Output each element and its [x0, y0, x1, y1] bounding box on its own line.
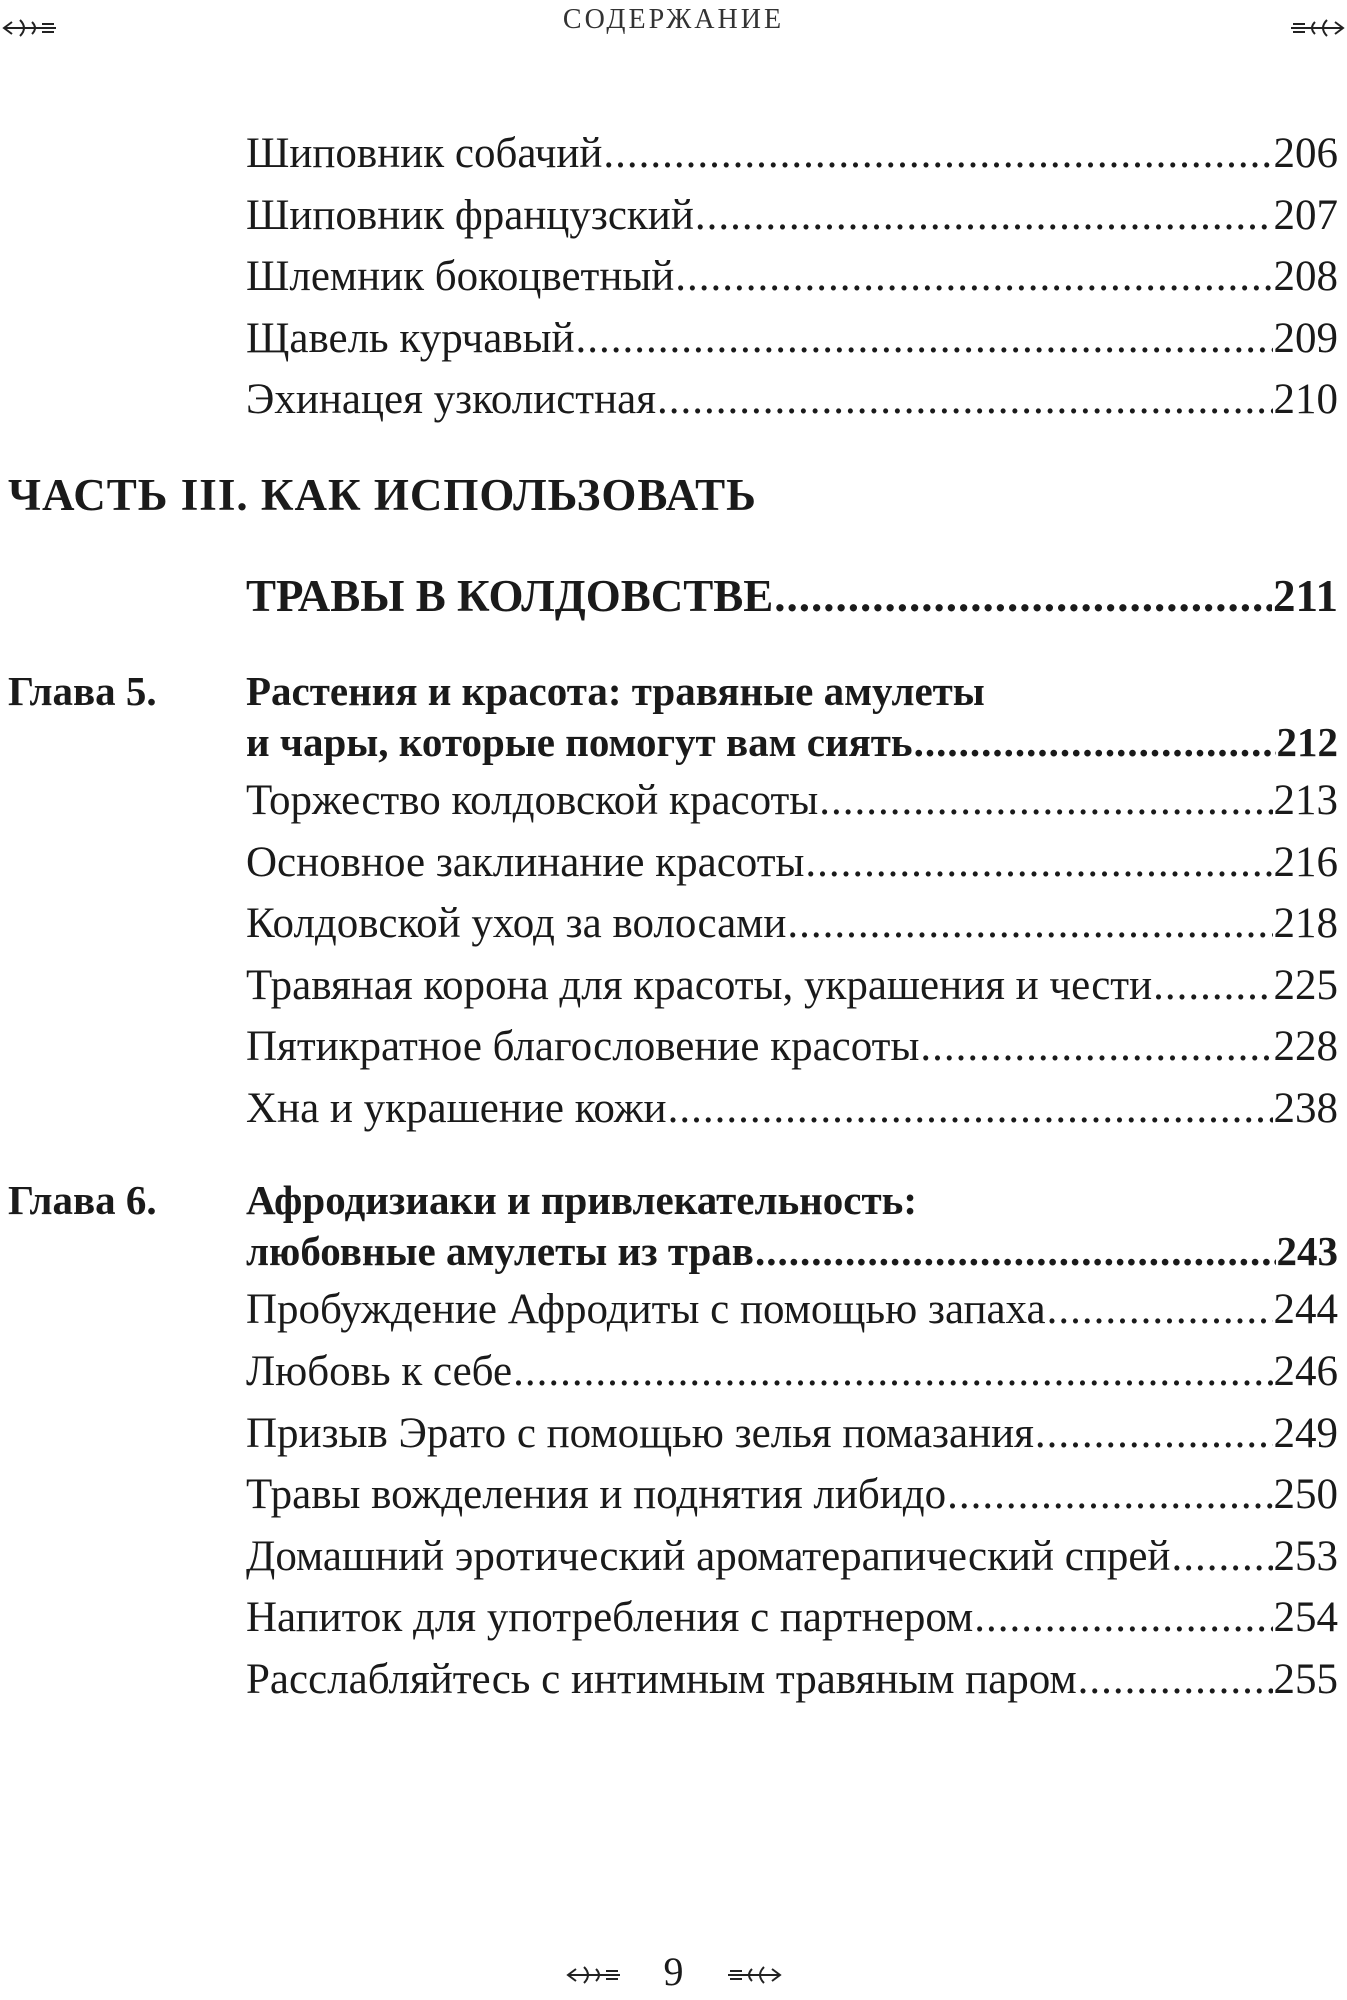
leader-dots: [1171, 1531, 1272, 1583]
toc-entry[interactable]: [246, 1592, 1338, 1644]
toc-entry-page: 216: [1273, 839, 1338, 886]
toc-entry[interactable]: [246, 313, 1338, 365]
chapter-title-line1[interactable]: Афродизиаки и привлекательность:: [246, 1177, 917, 1223]
toc-entry-title: Основное заклинание красоты: [246, 839, 805, 886]
leader-dots: [675, 251, 1272, 303]
part-title-line2: ТРАВЫ В КОЛДОВСТВЕ: [246, 571, 774, 621]
leader-dots: [920, 1021, 1272, 1073]
toc-entry[interactable]: [246, 128, 1338, 180]
chapter-page: 212: [1276, 719, 1338, 765]
footer-ornament-right-icon: [726, 1964, 782, 1986]
chapter-title-line2: любовные амулеты из трав: [246, 1228, 754, 1274]
toc-entry[interactable]: [246, 1346, 1338, 1398]
leader-dots: [513, 1346, 1272, 1398]
toc-entry[interactable]: [246, 374, 1338, 426]
toc-entry[interactable]: [246, 251, 1338, 303]
chapter-title-line1[interactable]: Растения и красота: травяные амулеты: [246, 668, 985, 714]
toc-entry-page: 250: [1273, 1471, 1338, 1518]
toc-entry-title: Шлемник бокоцветный: [246, 253, 675, 300]
toc-entry-page: 228: [1273, 1023, 1338, 1070]
leader-dots: [1153, 960, 1272, 1012]
chapter-label: Глава 5.: [8, 668, 157, 714]
chapter-entry[interactable]: [246, 1225, 1338, 1277]
ornament-right-icon: [1289, 16, 1345, 40]
toc-entry-title: Щавель курчавый: [246, 315, 575, 362]
leader-dots: [805, 837, 1272, 889]
leader-dots: [1047, 1284, 1273, 1336]
leader-dots: [947, 1469, 1272, 1521]
chapter-title-line2: и чары, которые помогут вам сиять: [246, 719, 913, 765]
leader-dots: [914, 716, 1276, 768]
page-number: 9: [663, 1949, 684, 1994]
toc-entry-title: Пятикратное благословение красоты: [246, 1023, 920, 1070]
leader-dots: [755, 1225, 1276, 1277]
toc-entry[interactable]: [246, 775, 1338, 827]
toc-entry-page: 225: [1273, 962, 1338, 1009]
leader-dots: [1035, 1408, 1273, 1460]
toc-entry-title: Травяная корона для красоты, украшения и чести: [246, 962, 1153, 1009]
toc-entry[interactable]: [246, 960, 1338, 1012]
toc-entry[interactable]: [246, 898, 1338, 950]
toc-entry-title: Пробуждение Афродиты с помощью запаха: [246, 1286, 1046, 1333]
part-title-line1: КАК ИСПОЛЬЗОВАТЬ: [260, 470, 757, 520]
leader-dots: [603, 128, 1272, 180]
toc-entry-title: Колдовской уход за волосами: [246, 900, 787, 947]
toc-entry-page: 238: [1273, 1085, 1338, 1132]
leader-dots: [974, 1592, 1272, 1644]
leader-dots: [576, 313, 1273, 365]
toc-entry-page: 244: [1273, 1286, 1338, 1333]
toc-entry-title: Эхинацея узколистная: [246, 376, 656, 423]
chapter-page: 243: [1276, 1228, 1338, 1274]
toc-entry-page: 210: [1273, 376, 1338, 423]
toc-entry-page: 254: [1273, 1594, 1338, 1641]
toc-entry[interactable]: [246, 1083, 1338, 1135]
toc-entry-page: 213: [1273, 777, 1338, 824]
toc-entry-page: 255: [1273, 1656, 1338, 1703]
toc-entry-title: Домашний эротический ароматерапический спрей: [246, 1533, 1171, 1580]
leader-dots: [774, 570, 1272, 622]
toc-entry-page: 208: [1273, 253, 1338, 300]
toc-entry[interactable]: [246, 1654, 1338, 1706]
toc-entry[interactable]: [246, 1408, 1338, 1460]
leader-dots: [787, 898, 1272, 950]
toc-entry-title: Шиповник собачий: [246, 130, 603, 177]
leader-dots: [668, 1083, 1273, 1135]
header-title: СОДЕРЖАНИЕ: [562, 4, 785, 35]
toc-entry-title: Любовь к себе: [246, 1348, 513, 1395]
part-heading: [8, 468, 757, 522]
toc-entry[interactable]: [246, 1021, 1338, 1073]
toc-entry-page: 253: [1273, 1533, 1338, 1580]
toc-entry-title: Напиток для употребления с партнером: [246, 1594, 974, 1641]
toc-entry-page: 249: [1273, 1410, 1338, 1457]
page-footer: [0, 1950, 1347, 1994]
running-header: [0, 4, 1347, 44]
toc-entry-page: 218: [1273, 900, 1338, 947]
toc-entry-title: Хна и украшение кожи: [246, 1085, 667, 1132]
toc-entry-title: Расслабляйтесь с интимным травяным паром: [246, 1656, 1077, 1703]
toc-entry-page: 207: [1273, 192, 1338, 239]
leader-dots: [1078, 1654, 1273, 1706]
toc-entry-page: 209: [1273, 315, 1338, 362]
part-label: ЧАСТЬ III.: [8, 470, 249, 520]
toc-entry[interactable]: [246, 837, 1338, 889]
toc-entry[interactable]: [246, 1531, 1338, 1583]
toc-entry-title: Травы вожделения и поднятия либидо: [246, 1471, 947, 1518]
toc-entry-page: 246: [1273, 1348, 1338, 1395]
toc-entry-page: 206: [1273, 130, 1338, 177]
toc-entry[interactable]: [246, 1469, 1338, 1521]
toc-entry[interactable]: [246, 190, 1338, 242]
toc-entry-title: Призыв Эрато с помощью зелья помазания: [246, 1410, 1034, 1457]
leader-dots: [695, 190, 1273, 242]
leader-dots: [819, 775, 1272, 827]
toc-entry-title: Шиповник французский: [246, 192, 694, 239]
part-entry[interactable]: [246, 570, 1338, 622]
toc-entry[interactable]: [246, 1284, 1338, 1336]
leader-dots: [657, 374, 1273, 426]
part-page: 211: [1272, 571, 1338, 621]
toc-entry-title: Торжество колдовской красоты: [246, 777, 819, 824]
chapter-entry[interactable]: [246, 716, 1338, 768]
chapter-label: Глава 6.: [8, 1177, 157, 1223]
